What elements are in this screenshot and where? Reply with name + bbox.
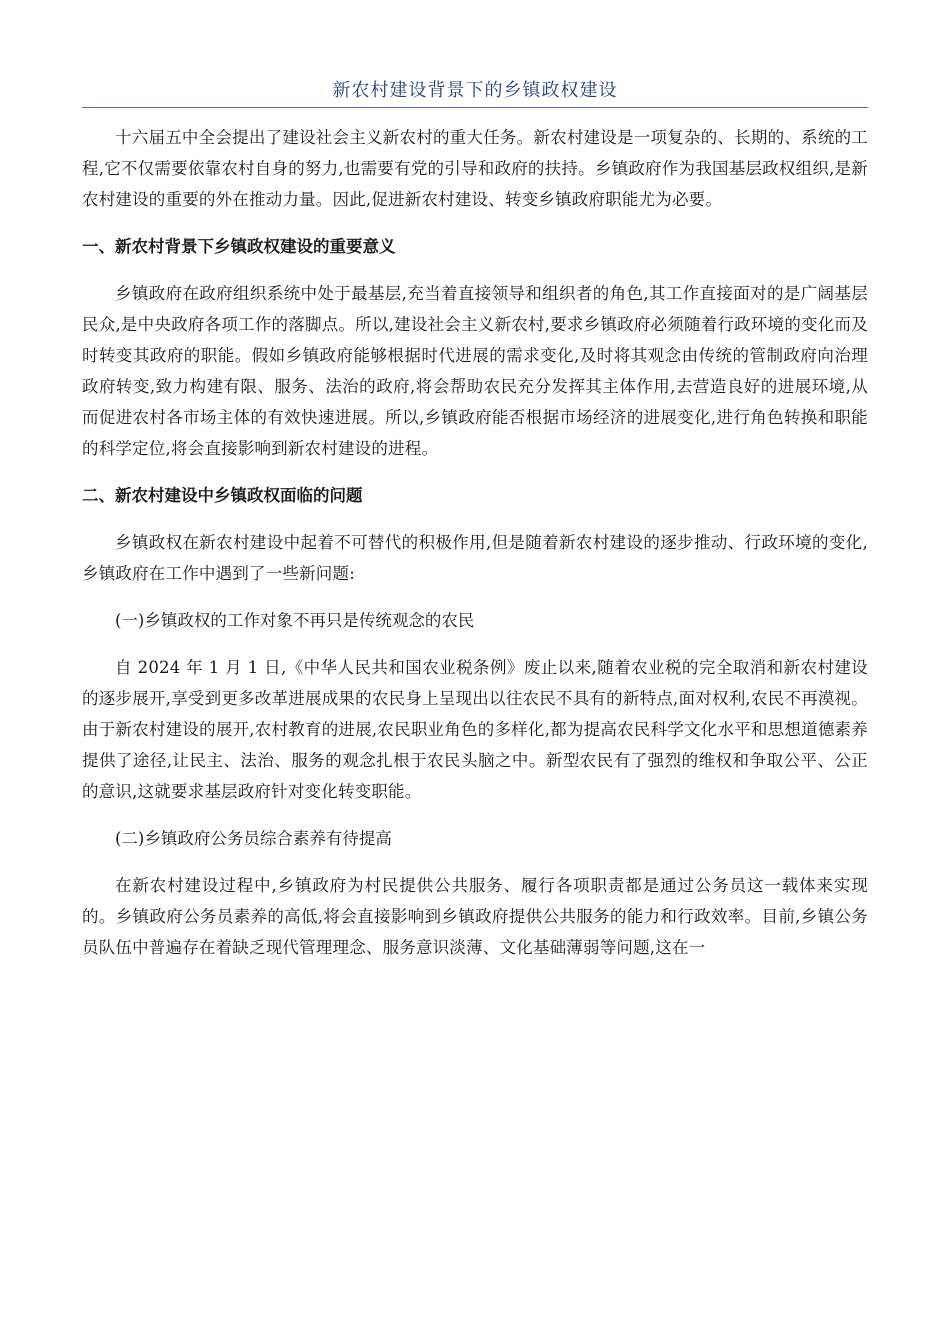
subsection-heading-2: (二)乡镇政府公务员综合素养有待提高 bbox=[115, 829, 392, 848]
section-heading-1: 一、新农村背景下乡镇政权建设的重要意义 bbox=[82, 237, 396, 256]
section-1-paragraph: 乡镇政府在政府组织系统中处于最基层,充当着直接领导和组织者的角色,其工作直接面对的是广阔基层民众,是中央政府各项工作的落脚点。所以,建设社会主义新农村,要求乡镇政府必须随着行政环境的变化而及时转变其政府的职能。假如乡镇政府能够根据时代进展的需求变化,及时将其观念由传统的管制政府向治理政府转变,致力构建有限、服务、法治的政府,将会帮助农民充分发挥其主体作用,去营造良好的进展环境,从而促进农村各市场主体的有效快速进展。所以,乡镇政府能否根据市场经济的进展变化,进行角色转换和职能的科学定位,将会直接影响到新农村建设的进程。 bbox=[82, 284, 868, 458]
document-title: 新农村建设背景下的乡镇政权建设 bbox=[82, 78, 868, 108]
section-2-paragraph: 乡镇政权在新农村建设中起着不可替代的积极作用,但是随着新农村建设的逐步推动、行政环境的变化,乡镇政府在工作中遇到了一些新问题: bbox=[82, 533, 868, 583]
section-heading-2: 二、新农村建设中乡镇政权面临的问题 bbox=[82, 486, 363, 505]
intro-paragraph: 十六届五中全会提出了建设社会主义新农村的重大任务。新农村建设是一项复杂的、长期的、系统的工程,它不仅需要依靠农村自身的努力,也需要有党的引导和政府的扶持。乡镇政府作为我国基层政权组织,是新农村建设的重要的外在推动力量。因此,促进新农村建设、转变乡镇政府职能尤为必要。 bbox=[82, 128, 868, 209]
document-page bbox=[82, 78, 868, 963]
subsection-2-paragraph: 在新农村建设过程中,乡镇政府为村民提供公共服务、履行各项职责都是通过公务员这一载体来实现的。乡镇政府公务员素养的高低,将会直接影响到乡镇政府提供公共服务的能力和行政效率。目前,乡镇公务员队伍中普遍存在着缺乏现代管理理念、服务意识淡薄、文化基础薄弱等问题,这在一 bbox=[82, 876, 868, 957]
subsection-1-paragraph: 自 2024 年 1 月 1 日,《中华人民共和国农业税条例》废止以来,随着农业税的完全取消和新农村建设的逐步展开,享受到更多改革进展成果的农民身上呈现出以往农民不具有的新特点,面对权利,农民不再漠视。由于新农村建设的展开,农村教育的进展,农民职业角色的多样化,都为提高农民科学文化水平和思想道德素养提供了途径,让民主、法治、服务的观念扎根于农民头脑之中。新型农民有了强烈的维权和争取公平、公正的意识,这就要求基层政府针对变化转变职能。 bbox=[82, 658, 868, 801]
subsection-heading-1: (一)乡镇政权的工作对象不再只是传统观念的农民 bbox=[115, 611, 475, 630]
